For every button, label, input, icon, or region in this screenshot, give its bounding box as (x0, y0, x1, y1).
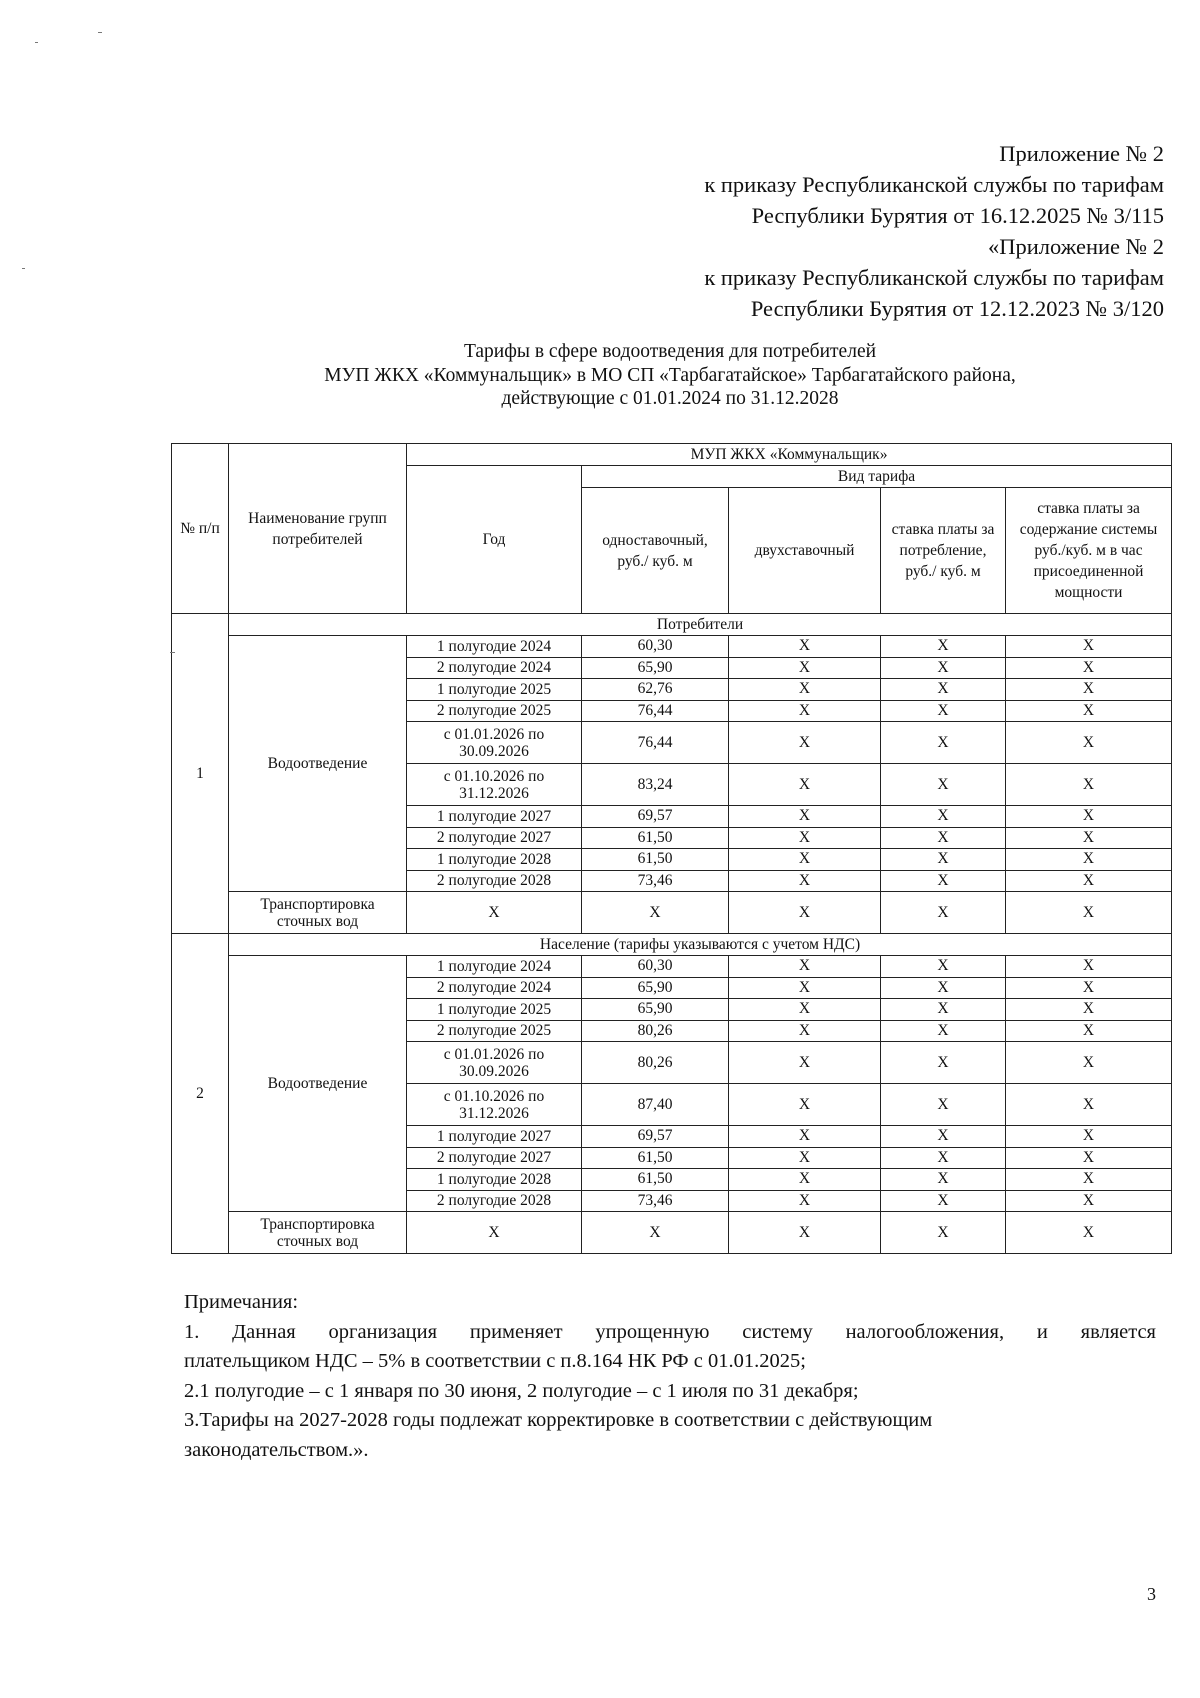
table-row (172, 956, 1172, 978)
section-title-row (172, 614, 1172, 636)
single-cell: X (582, 892, 729, 934)
consumption-rate-cell: X (881, 679, 1006, 701)
two-rate-cell: X (729, 999, 881, 1021)
maintenance-rate-cell: X (1006, 849, 1172, 871)
maintenance-rate-cell: X (1006, 977, 1172, 999)
period-cell: 1 полугодие 2024 (407, 956, 582, 978)
maintenance-rate-cell: X (1006, 870, 1172, 892)
consumption-rate-cell: X (881, 1126, 1006, 1148)
two-rate-cell: X (729, 679, 881, 701)
period-cell: 2 полугодие 2028 (407, 870, 582, 892)
header-two-rate: двухставочный (729, 488, 881, 614)
maintenance-rate-cell: X (1006, 1190, 1172, 1212)
two-rate-cell: X (729, 1042, 881, 1084)
transport-row (172, 892, 1172, 934)
consumption-rate-cell: X (881, 977, 1006, 999)
maintenance-cell: X (1006, 892, 1172, 934)
appendix-line: к приказу Республиканской службы по тарифам (704, 172, 1164, 197)
period-cell: 1 полугодие 2024 (407, 636, 582, 658)
period-cell: X (407, 1212, 582, 1254)
consumption-rate-cell: X (881, 1084, 1006, 1126)
single-rate-cell: 65,90 (582, 657, 729, 679)
transport-row (172, 1212, 1172, 1254)
maintenance-rate-cell: X (1006, 806, 1172, 828)
table-body (172, 614, 1172, 1254)
appendix-line: к приказу Республиканской службы по тарифам (704, 265, 1164, 290)
consumption-cell: X (881, 1212, 1006, 1254)
single-rate-cell: 80,26 (582, 1020, 729, 1042)
consumer-group: Водоотведение (229, 636, 407, 892)
period-cell: с 01.10.2026 по 31.12.2026 (407, 1084, 582, 1126)
scan-speck (22, 268, 25, 269)
period-cell: 2 полугодие 2025 (407, 700, 582, 722)
two-cell: X (729, 1212, 881, 1254)
consumption-rate-cell: X (881, 722, 1006, 764)
consumption-rate-cell: X (881, 806, 1006, 828)
maintenance-rate-cell: X (1006, 956, 1172, 978)
appendix-line: Республики Бурятия от 12.12.2023 № 3/120 (750, 296, 1164, 321)
period-cell: 1 полугодие 2025 (407, 999, 582, 1021)
two-rate-cell: X (729, 636, 881, 658)
maintenance-rate-cell: X (1006, 827, 1172, 849)
note-item: плательщиком НДС – 5% в соответствии с п.8.164 НК РФ с 01.01.2025; (184, 1350, 806, 1372)
scan-speck (170, 652, 175, 653)
single-rate-cell: 61,50 (582, 849, 729, 871)
scan-speck (35, 42, 38, 43)
consumption-rate-cell: X (881, 764, 1006, 806)
two-rate-cell: X (729, 657, 881, 679)
two-rate-cell: X (729, 977, 881, 999)
two-rate-cell: X (729, 722, 881, 764)
section-title: Потребители (229, 614, 1172, 636)
maintenance-rate-cell: X (1006, 700, 1172, 722)
header-single-rate: одноставочный, руб./ куб. м (582, 488, 729, 614)
header-num: № п/п (172, 444, 229, 614)
period-cell: 2 полугодие 2028 (407, 1190, 582, 1212)
maintenance-rate-cell: X (1006, 1020, 1172, 1042)
two-rate-cell: X (729, 870, 881, 892)
two-rate-cell: X (729, 1147, 881, 1169)
two-rate-cell: X (729, 849, 881, 871)
header-consumption-rate: ставка платы за потребление, руб./ куб. м (881, 488, 1006, 614)
consumer-group: Водоотведение (229, 956, 407, 1212)
consumption-rate-cell: X (881, 999, 1006, 1021)
header-group: Наименование групп потребителей (229, 444, 407, 614)
title-line: МУП ЖКХ «Коммунальщик» в МО СП «Тарбагатайское» Тарбагатайского района, (324, 364, 1016, 386)
header-tariff-kind: Вид тарифа (582, 466, 1172, 488)
consumption-rate-cell: X (881, 636, 1006, 658)
section-title-row (172, 934, 1172, 956)
two-rate-cell: X (729, 827, 881, 849)
note-item: 3.Тарифы на 2027-2028 годы подлежат корректировке в соответствии с действующим (184, 1409, 933, 1431)
page-number: 3 (1147, 1584, 1156, 1604)
single-rate-cell: 69,57 (582, 1126, 729, 1148)
period-cell: 1 полугодие 2028 (407, 1169, 582, 1191)
consumption-rate-cell: X (881, 657, 1006, 679)
single-rate-cell: 61,50 (582, 1147, 729, 1169)
tariff-table (171, 443, 1172, 1254)
single-rate-cell: 65,90 (582, 977, 729, 999)
note-item: 1. Данная организация применяет упрощенную систему налогообложения, и является (184, 1320, 1156, 1343)
single-rate-cell: 61,50 (582, 1169, 729, 1191)
period-cell: 1 полугодие 2027 (407, 806, 582, 828)
appendix-line: Республики Бурятия от 16.12.2025 № 3/115 (751, 203, 1164, 228)
maintenance-rate-cell: X (1006, 722, 1172, 764)
consumption-rate-cell: X (881, 827, 1006, 849)
consumption-rate-cell: X (881, 1190, 1006, 1212)
single-rate-cell: 83,24 (582, 764, 729, 806)
document-title (170, 340, 1170, 411)
single-rate-cell: 61,50 (582, 827, 729, 849)
appendix-header (464, 138, 1164, 324)
two-rate-cell: X (729, 700, 881, 722)
two-rate-cell: X (729, 806, 881, 828)
title-line: действующие с 01.01.2024 по 31.12.2028 (501, 388, 839, 409)
maintenance-rate-cell: X (1006, 1084, 1172, 1126)
note-item: законодательством.». (184, 1438, 369, 1461)
single-cell: X (582, 1212, 729, 1254)
consumption-rate-cell: X (881, 870, 1006, 892)
period-cell: X (407, 892, 582, 934)
consumption-rate-cell: X (881, 1020, 1006, 1042)
title-line: Тарифы в сфере водоотведения для потребителей (463, 341, 877, 362)
period-cell: 2 полугодие 2024 (407, 657, 582, 679)
note-item: 2.1 полугодие – с 1 января по 30 июня, 2 полугодие – с 1 июля по 31 декабря; (184, 1379, 859, 1402)
maintenance-rate-cell: X (1006, 1042, 1172, 1084)
two-rate-cell: X (729, 764, 881, 806)
single-rate-cell: 60,30 (582, 956, 729, 978)
maintenance-rate-cell: X (1006, 1126, 1172, 1148)
single-rate-cell: 62,76 (582, 679, 729, 701)
table-row (172, 636, 1172, 658)
header-maintenance-rate: ставка платы за содержание системы руб./куб. м в час присоединенной мощности (1006, 488, 1172, 614)
period-cell: 1 полугодие 2025 (407, 679, 582, 701)
two-rate-cell: X (729, 1169, 881, 1191)
single-rate-cell: 65,90 (582, 999, 729, 1021)
consumption-rate-cell: X (881, 849, 1006, 871)
row-number: 2 (172, 934, 229, 1254)
period-cell: с 01.10.2026 по 31.12.2026 (407, 764, 582, 806)
single-rate-cell: 60,30 (582, 636, 729, 658)
single-rate-cell: 76,44 (582, 722, 729, 764)
maintenance-rate-cell: X (1006, 636, 1172, 658)
section-title: Население (тарифы указываются с учетом НДС) (229, 934, 1172, 956)
maintenance-rate-cell: X (1006, 657, 1172, 679)
period-cell: с 01.01.2026 по 30.09.2026 (407, 1042, 582, 1084)
consumption-cell: X (881, 892, 1006, 934)
maintenance-rate-cell: X (1006, 764, 1172, 806)
maintenance-rate-cell: X (1006, 999, 1172, 1021)
consumption-rate-cell: X (881, 1169, 1006, 1191)
single-rate-cell: 73,46 (582, 1190, 729, 1212)
period-cell: 2 полугодие 2024 (407, 977, 582, 999)
header-org: МУП ЖКХ «Коммунальщик» (407, 444, 1172, 466)
period-cell: 2 полугодие 2027 (407, 827, 582, 849)
two-rate-cell: X (729, 956, 881, 978)
consumption-rate-cell: X (881, 700, 1006, 722)
two-rate-cell: X (729, 1084, 881, 1126)
two-rate-cell: X (729, 1190, 881, 1212)
single-rate-cell: 80,26 (582, 1042, 729, 1084)
maintenance-rate-cell: X (1006, 1169, 1172, 1191)
transport-group: Транспортировка сточных вод (229, 892, 407, 934)
period-cell: 1 полугодие 2027 (407, 1126, 582, 1148)
single-rate-cell: 87,40 (582, 1084, 729, 1126)
single-rate-cell: 69,57 (582, 806, 729, 828)
two-rate-cell: X (729, 1020, 881, 1042)
single-rate-cell: 73,46 (582, 870, 729, 892)
period-cell: 1 полугодие 2028 (407, 849, 582, 871)
two-rate-cell: X (729, 1126, 881, 1148)
row-number: 1 (172, 614, 229, 934)
maintenance-rate-cell: X (1006, 679, 1172, 701)
notes (184, 1288, 1156, 1465)
transport-group: Транспортировка сточных вод (229, 1212, 407, 1254)
header-year: Год (407, 466, 582, 614)
notes-heading: Примечания: (184, 1291, 299, 1313)
period-cell: 2 полугодие 2027 (407, 1147, 582, 1169)
appendix-line: Приложение № 2 (999, 141, 1164, 166)
maintenance-cell: X (1006, 1212, 1172, 1254)
maintenance-rate-cell: X (1006, 1147, 1172, 1169)
single-rate-cell: 76,44 (582, 700, 729, 722)
consumption-rate-cell: X (881, 1147, 1006, 1169)
period-cell: 2 полугодие 2025 (407, 1020, 582, 1042)
table-header (172, 444, 1172, 614)
consumption-rate-cell: X (881, 1042, 1006, 1084)
two-cell: X (729, 892, 881, 934)
period-cell: с 01.01.2026 по 30.09.2026 (407, 722, 582, 764)
appendix-line: «Приложение № 2 (988, 234, 1164, 259)
scan-speck (98, 32, 102, 33)
consumption-rate-cell: X (881, 956, 1006, 978)
